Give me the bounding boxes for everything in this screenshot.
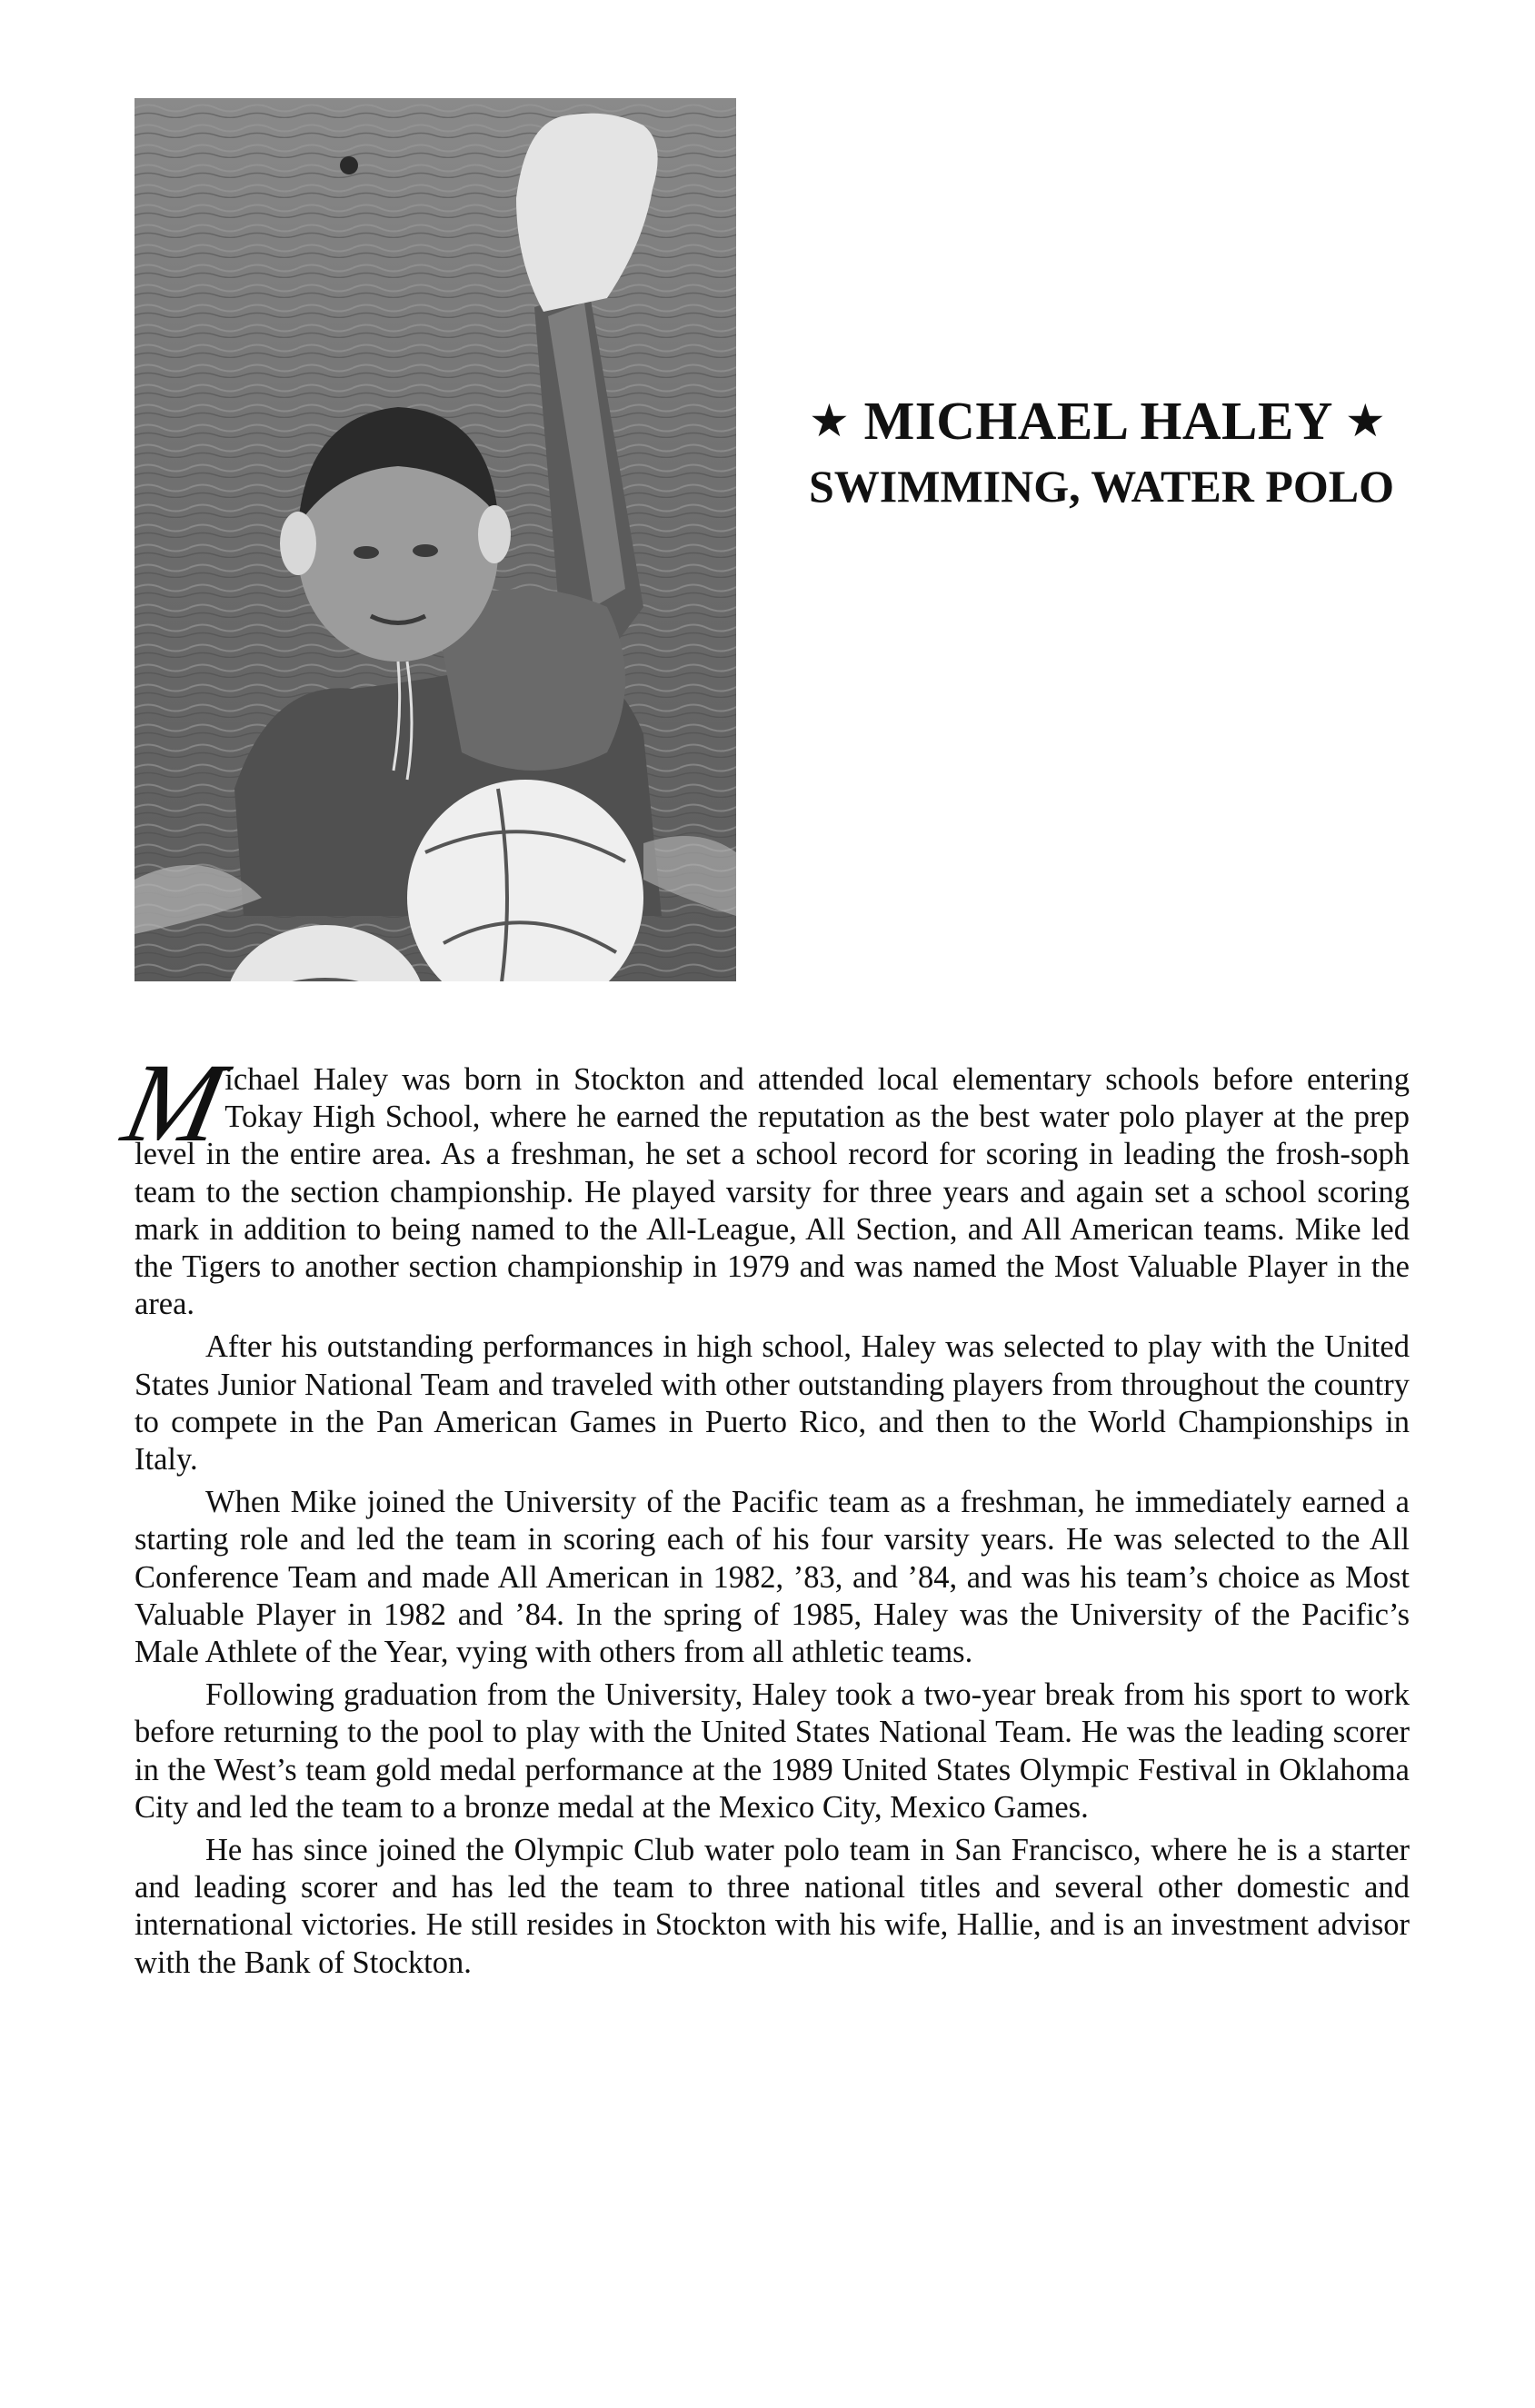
star-left-icon: ★ — [809, 394, 851, 447]
star-right-icon: ★ — [1344, 394, 1387, 447]
athlete-heading — [809, 389, 1500, 518]
paragraph-1 — [114, 1040, 1410, 1323]
biography-text — [114, 1040, 1410, 1987]
water-polo-player-image — [135, 98, 736, 981]
athlete-name-line — [809, 389, 1500, 453]
paragraph-5: He has since joined the Olympic Club water polo team in San Francisco, where he is a starter and leading scorer and has led the team to three national titles and several other domestic and international victories. He still resides in Stockton with his wife, Hallie, and is an investment advisor with the Bank of Stockton. — [135, 1833, 1410, 1980]
athlete-sports: SWIMMING, WATER POLO — [809, 461, 1395, 512]
player-photo — [135, 98, 736, 981]
paragraph-2: After his outstanding performances in high school, Haley was selected to play with the United States Junior National Team and traveled with other outstanding players from throughout the country to compete in the Pan American Games in Puerto Rico, and then to the World Championships in Italy. — [135, 1329, 1410, 1478]
drop-cap: M — [114, 1040, 234, 1165]
paragraph-3: When Mike joined the University of the Pacific team as a freshman, he immediately earned a starting role and led the team in scoring each of his four varsity years. He was selected to the All Conference Team and made All American in 1982, ’83, and ’84, and was his team’s choice as Most Valuable Player in 1982 and ’84. In the spring of 1985, Haley was the University of the Pacific’s Male Athlete of the Year, vying with others from all athletic teams. — [135, 1485, 1410, 1670]
paragraph-1-text: ichael Haley was born in Stockton and attended local elementary schools before entering Tokay High School, where he earned the reputation as the best water polo player at the prep level in the entire area. As a freshman, he set a school record for scoring in leading the frosh-soph team to the section championship. He played varsity for three years and again set a school scoring mark in addition to being named to the All-League, All Section, and All American teams. Mike led the Tigers to another section championship in 1979 and was named the Most Valuable Player in the area. — [135, 1062, 1410, 1322]
paragraph-4: Following graduation from the University, Haley took a two-year break from his sport to work before returning to the pool to play with the United States National Team. He was the leading scorer in the West’s team gold medal performance at the 1989 United States Olympic Festival in Oklahoma City and led the team to a bronze medal at the Mexico City, Mexico Games. — [135, 1677, 1410, 1825]
athlete-name: MICHAEL HALEY — [863, 391, 1331, 451]
